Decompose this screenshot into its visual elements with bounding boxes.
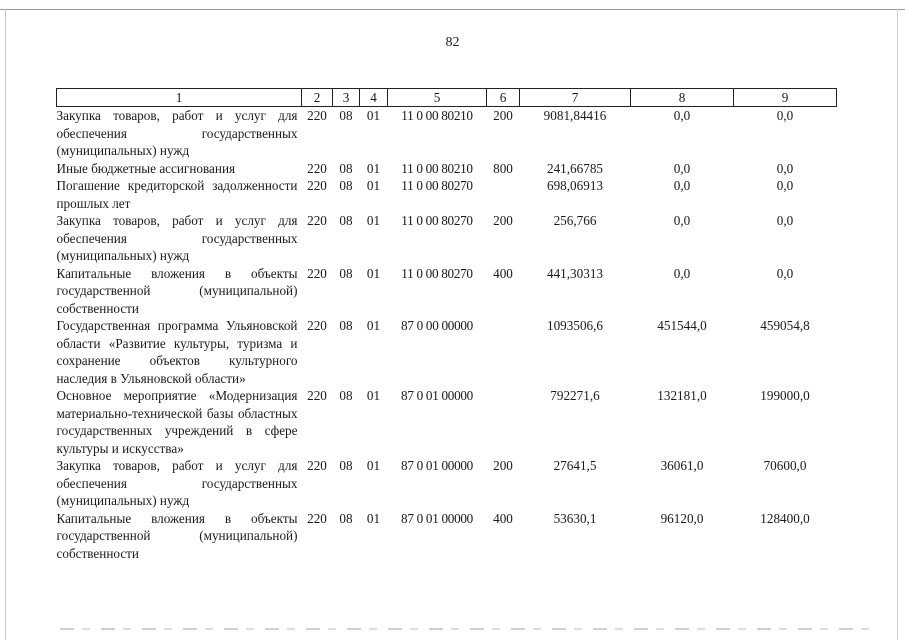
row-col2: 220 — [307, 178, 327, 193]
row-col7: 241,66785 — [546, 160, 604, 176]
row-col7: 9081,84416 — [543, 108, 607, 123]
row-name: Закупка товаров, работ и услуг для обеспечения государственных (муниципальных) нужд — [56, 108, 298, 158]
row-col3: 08 — [339, 318, 353, 333]
row-col4: 01 — [366, 318, 381, 333]
row-col9: 199000,0 — [760, 388, 810, 403]
row-col5: 11 0 00 80210 — [401, 108, 473, 123]
page-left-edge — [5, 9, 6, 640]
page-right-edge — [897, 9, 898, 640]
row-col7: 698,06913 — [546, 178, 604, 193]
row-col5: 87 0 01 00000 — [401, 510, 473, 526]
row-col9: 128400,0 — [760, 510, 810, 526]
row-col2: 220 — [307, 388, 327, 403]
row-col6: 200 — [493, 458, 513, 473]
row-col5: 87 0 01 00000 — [401, 458, 473, 473]
row-col5: 11 0 00 80270 — [401, 213, 473, 228]
row-col4: 01 — [366, 388, 381, 403]
row-col4: 01 — [366, 265, 381, 281]
row-col4: 01 — [366, 108, 381, 123]
row-col8: 0,0 — [673, 213, 691, 228]
row-col2: 220 — [307, 265, 327, 281]
table-row — [57, 457, 837, 510]
table-row — [57, 317, 837, 387]
row-col8: 96120,0 — [660, 510, 704, 526]
row-col6 — [487, 177, 520, 212]
table-row — [57, 177, 837, 212]
row-col8: 0,0 — [673, 108, 691, 123]
row-name: Капитальные вложения в объекты государственной (муниципальной) собственности — [56, 510, 298, 561]
row-col7: 441,30313 — [546, 265, 604, 281]
row-col2: 220 — [307, 160, 327, 176]
row-col3: 08 — [339, 388, 353, 403]
table-row — [57, 387, 837, 457]
column-header-3: 3 — [333, 89, 360, 107]
row-name: Закупка товаров, работ и услуг для обеспечения государственных (муниципальных) нужд — [56, 458, 298, 508]
scan-artifact-line — [60, 628, 880, 630]
row-name: Погашение кредиторской задолженности прошлых лет — [56, 178, 298, 211]
row-col9: 0,0 — [776, 108, 794, 123]
row-col2: 220 — [307, 108, 327, 123]
row-col3: 08 — [339, 510, 353, 526]
row-col6: 200 — [493, 108, 513, 123]
row-col9: 0,0 — [776, 178, 794, 193]
row-col6 — [487, 317, 520, 387]
row-col7: 27641,5 — [553, 458, 597, 473]
row-col9: 459054,8 — [760, 318, 810, 333]
column-header-2: 2 — [302, 89, 333, 107]
budget-table — [56, 88, 837, 562]
column-header-5: 5 — [388, 89, 487, 107]
column-header-9: 9 — [734, 89, 837, 107]
row-name: Основное мероприятие «Модернизация материально-технической базы областных государственных учреждений в сфере культуры и искусства» — [56, 388, 298, 456]
row-col4: 01 — [366, 458, 381, 473]
row-col9: 0,0 — [776, 213, 794, 228]
row-col7: 792271,6 — [550, 388, 600, 403]
table-row — [57, 160, 837, 178]
row-col5: 11 0 00 80270 — [401, 265, 473, 281]
row-col8: 451544,0 — [657, 318, 707, 333]
table-row — [57, 265, 837, 318]
row-col3: 08 — [339, 108, 353, 123]
row-col3: 08 — [339, 160, 353, 176]
row-col3: 08 — [339, 213, 353, 228]
row-col9: 0,0 — [776, 265, 794, 281]
row-name: Государственная программа Ульяновской области «Развитие культуры, туризма и сохранение объектов культурного наследия в Ульяновской области» — [56, 318, 298, 386]
row-col3: 08 — [339, 178, 353, 193]
row-col5: 87 0 01 00000 — [401, 388, 473, 403]
row-col4: 01 — [366, 178, 381, 193]
row-col3: 08 — [339, 265, 353, 281]
row-col4: 01 — [366, 160, 381, 176]
row-col6: 800 — [493, 160, 513, 176]
row-col8: 0,0 — [673, 160, 691, 176]
table-header-row — [57, 89, 837, 107]
row-col2: 220 — [307, 458, 327, 473]
row-col6: 400 — [493, 510, 513, 526]
row-name: Иные бюджетные ассигнования — [56, 160, 236, 176]
page-top-edge — [0, 9, 905, 10]
table-row — [57, 510, 837, 563]
row-col8: 132181,0 — [657, 388, 707, 403]
row-name: Капитальные вложения в объекты государственной (муниципальной) собственности — [56, 265, 298, 316]
row-col7: 53630,1 — [553, 510, 597, 526]
row-col3: 08 — [339, 458, 353, 473]
column-header-6: 6 — [487, 89, 520, 107]
column-header-8: 8 — [631, 89, 734, 107]
row-col6: 400 — [493, 265, 513, 281]
row-col6 — [487, 387, 520, 457]
row-col4: 01 — [366, 510, 381, 526]
row-col5: 11 0 00 80270 — [401, 178, 473, 193]
row-col8: 0,0 — [673, 265, 691, 281]
row-name: Закупка товаров, работ и услуг для обеспечения государственных (муниципальных) нужд — [56, 213, 298, 263]
row-col2: 220 — [307, 213, 327, 228]
row-col8: 36061,0 — [660, 458, 704, 473]
row-col2: 220 — [307, 510, 327, 526]
row-col5: 87 0 00 00000 — [401, 318, 473, 333]
column-header-4: 4 — [360, 89, 388, 107]
column-header-1: 1 — [57, 89, 302, 107]
row-col5: 11 0 00 80210 — [401, 160, 473, 176]
row-col9: 0,0 — [776, 160, 794, 176]
page-number: 82 — [445, 35, 460, 50]
row-col4: 01 — [366, 213, 381, 228]
row-col9: 70600,0 — [763, 458, 807, 473]
row-col2: 220 — [307, 318, 327, 333]
table-row — [57, 212, 837, 265]
row-col7: 1093506,6 — [546, 318, 604, 333]
row-col8: 0,0 — [673, 178, 691, 193]
table-row — [57, 107, 837, 160]
row-col6: 200 — [493, 213, 513, 228]
column-header-7: 7 — [520, 89, 631, 107]
row-col7: 256,766 — [553, 213, 597, 228]
